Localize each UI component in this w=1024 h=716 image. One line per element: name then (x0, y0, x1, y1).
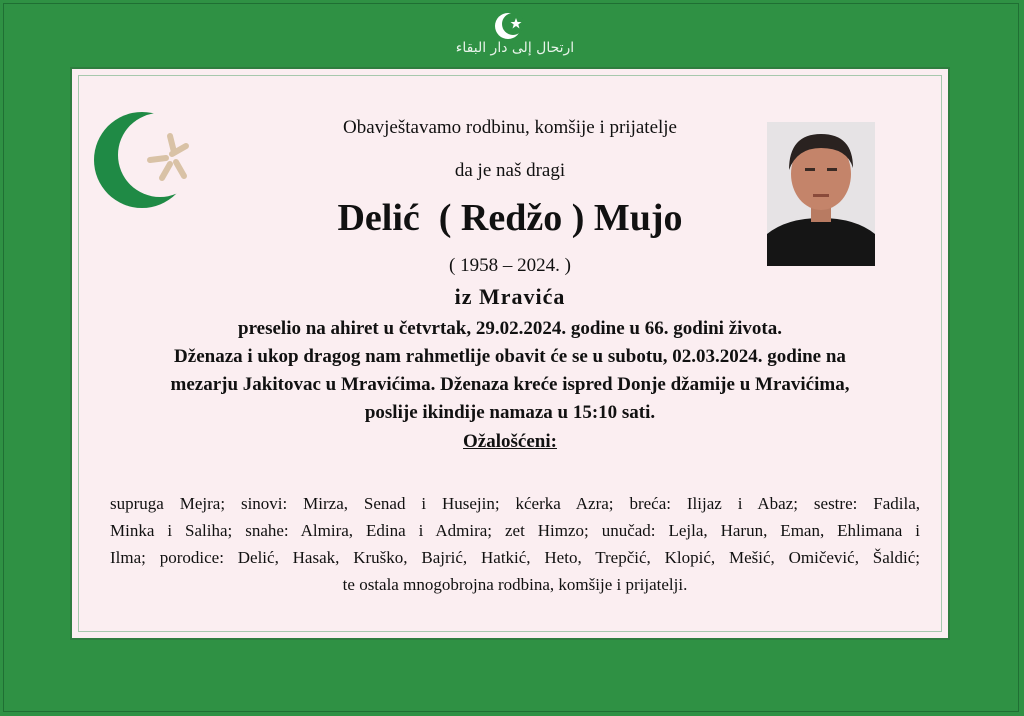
crescent-star-icon (90, 108, 210, 216)
intro-line-2: da je naš dragi (454, 160, 566, 181)
crescent-star-icon (491, 8, 531, 44)
life-years: ( 1958 – 2024. ) (449, 255, 571, 276)
notice-text-line: Dženaza i ukop dragog nam rahmetlije obavit će se u subotu, 02.03.2024. godine na (174, 346, 846, 367)
notice-text-line: mezarju Jakitovac u Mravićima. Dženaza kreće ispred Donje džamije u Mravićima, (170, 374, 850, 395)
origin-place: iz Mravića (454, 284, 566, 309)
arabic-phrase: ارتحال إلى دار البقاء (455, 40, 575, 56)
deceased-photo (767, 122, 875, 266)
notice-text-line: preselio na ahiret u četvrtak, 29.02.2024. godine u 66. godini života. (238, 318, 782, 339)
mourners-line: Ilma; porodice: Delić, Hasak, Kruško, Bajrić, Hatkić, Heto, Trepčić, Klopić, Mešić, Omičević, Šaldić; (110, 548, 920, 567)
intro-line-1: Obavještavamo rodbinu, komšije i prijatelje (342, 117, 677, 138)
deceased-name: Delić ( Redžo ) Mujo (337, 197, 683, 239)
mourners-line: Minka i Saliha; snahe: Almira, Edina i Admira; zet Himzo; unučad: Lejla, Harun, Eman, Ehlimana i (110, 521, 920, 540)
mourners-line: supruga Mejra; sinovi: Mirza, Senad i Husejin; kćerka Azra; breća: Ilijaz i Abaz; sestre: Fadila, (110, 494, 920, 513)
mourners-title: Ožalošćeni: (463, 431, 557, 452)
notice-text-line: poslije ikindije namaza u 15:10 sati. (364, 402, 656, 423)
mourners-line: te ostala mnogobrojna rodbina, komšije i prijatelji. (342, 575, 688, 594)
